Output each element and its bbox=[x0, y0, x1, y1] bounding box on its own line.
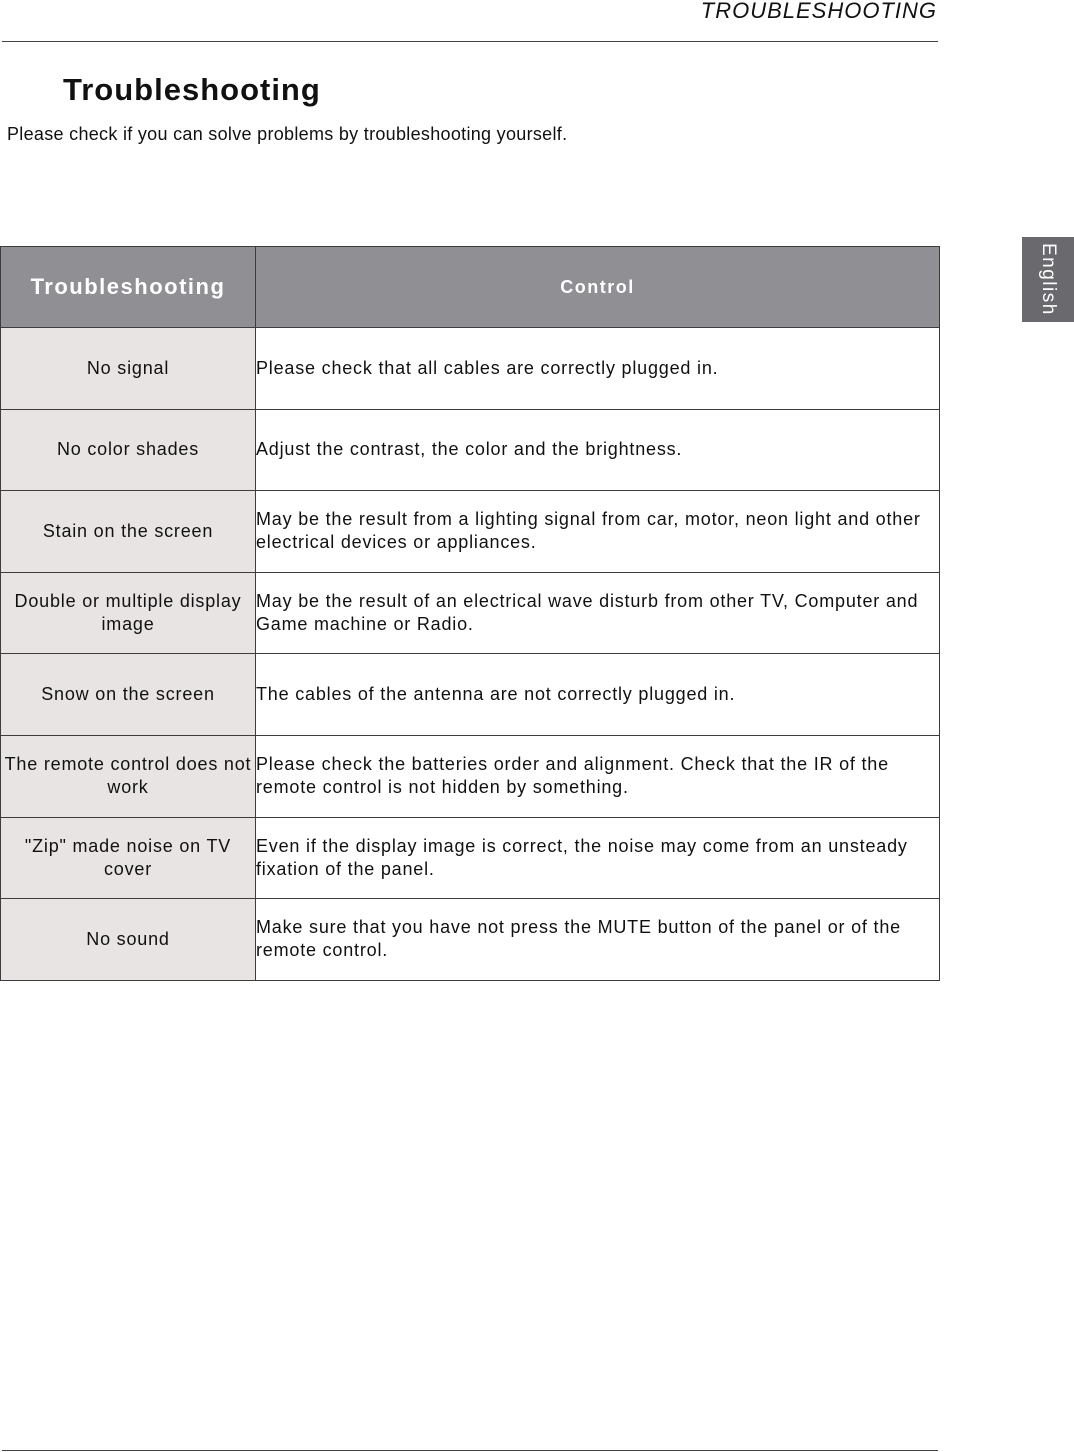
problem-cell: No color shades bbox=[1, 409, 256, 491]
table-row bbox=[1, 491, 940, 573]
intro-text: Please check if you can solve problems by troubleshooting yourself. bbox=[7, 124, 568, 144]
problem-cell: Stain on the screen bbox=[1, 491, 256, 573]
page-title: Troubleshooting bbox=[63, 72, 321, 107]
language-tab bbox=[1022, 237, 1074, 322]
problem-cell: No sound bbox=[1, 899, 256, 981]
running-header: TROUBLESHOOTING bbox=[700, 0, 937, 23]
control-cell: Adjust the contrast, the color and the brightness. bbox=[256, 409, 940, 491]
control-cell: The cables of the antenna are not correctly plugged in. bbox=[256, 654, 940, 736]
column-header-control: Control bbox=[256, 247, 940, 328]
problem-cell: No signal bbox=[1, 328, 256, 410]
top-divider bbox=[2, 41, 938, 42]
control-cell: Even if the display image is correct, the noise may come from an unsteady fixation of the panel. bbox=[256, 817, 940, 899]
control-cell: Make sure that you have not press the MUTE button of the panel or of the remote control. bbox=[256, 899, 940, 981]
troubleshooting-table bbox=[0, 246, 940, 981]
table-row bbox=[1, 654, 940, 736]
language-tab-label: English bbox=[1038, 243, 1059, 316]
column-header-troubleshooting: Troubleshooting bbox=[1, 247, 256, 328]
table-row bbox=[1, 409, 940, 491]
table-header-row bbox=[1, 247, 940, 328]
bottom-divider bbox=[2, 1450, 938, 1451]
table-row bbox=[1, 899, 940, 981]
problem-cell: Snow on the screen bbox=[1, 654, 256, 736]
problem-cell: "Zip" made noise on TV cover bbox=[1, 817, 256, 899]
control-cell: Please check that all cables are correctly plugged in. bbox=[256, 328, 940, 410]
control-cell: Please check the batteries order and alignment. Check that the IR of the remote control is not hidden by something. bbox=[256, 735, 940, 817]
control-cell: May be the result from a lighting signal from car, motor, neon light and other electrical devices or appliances. bbox=[256, 491, 940, 573]
table-row bbox=[1, 572, 940, 654]
table-row bbox=[1, 817, 940, 899]
table-row bbox=[1, 735, 940, 817]
problem-cell: Double or multiple display image bbox=[1, 572, 256, 654]
problem-cell: The remote control does not work bbox=[1, 735, 256, 817]
table-row bbox=[1, 328, 940, 410]
control-cell: May be the result of an electrical wave disturb from other TV, Computer and Game machine or Radio. bbox=[256, 572, 940, 654]
